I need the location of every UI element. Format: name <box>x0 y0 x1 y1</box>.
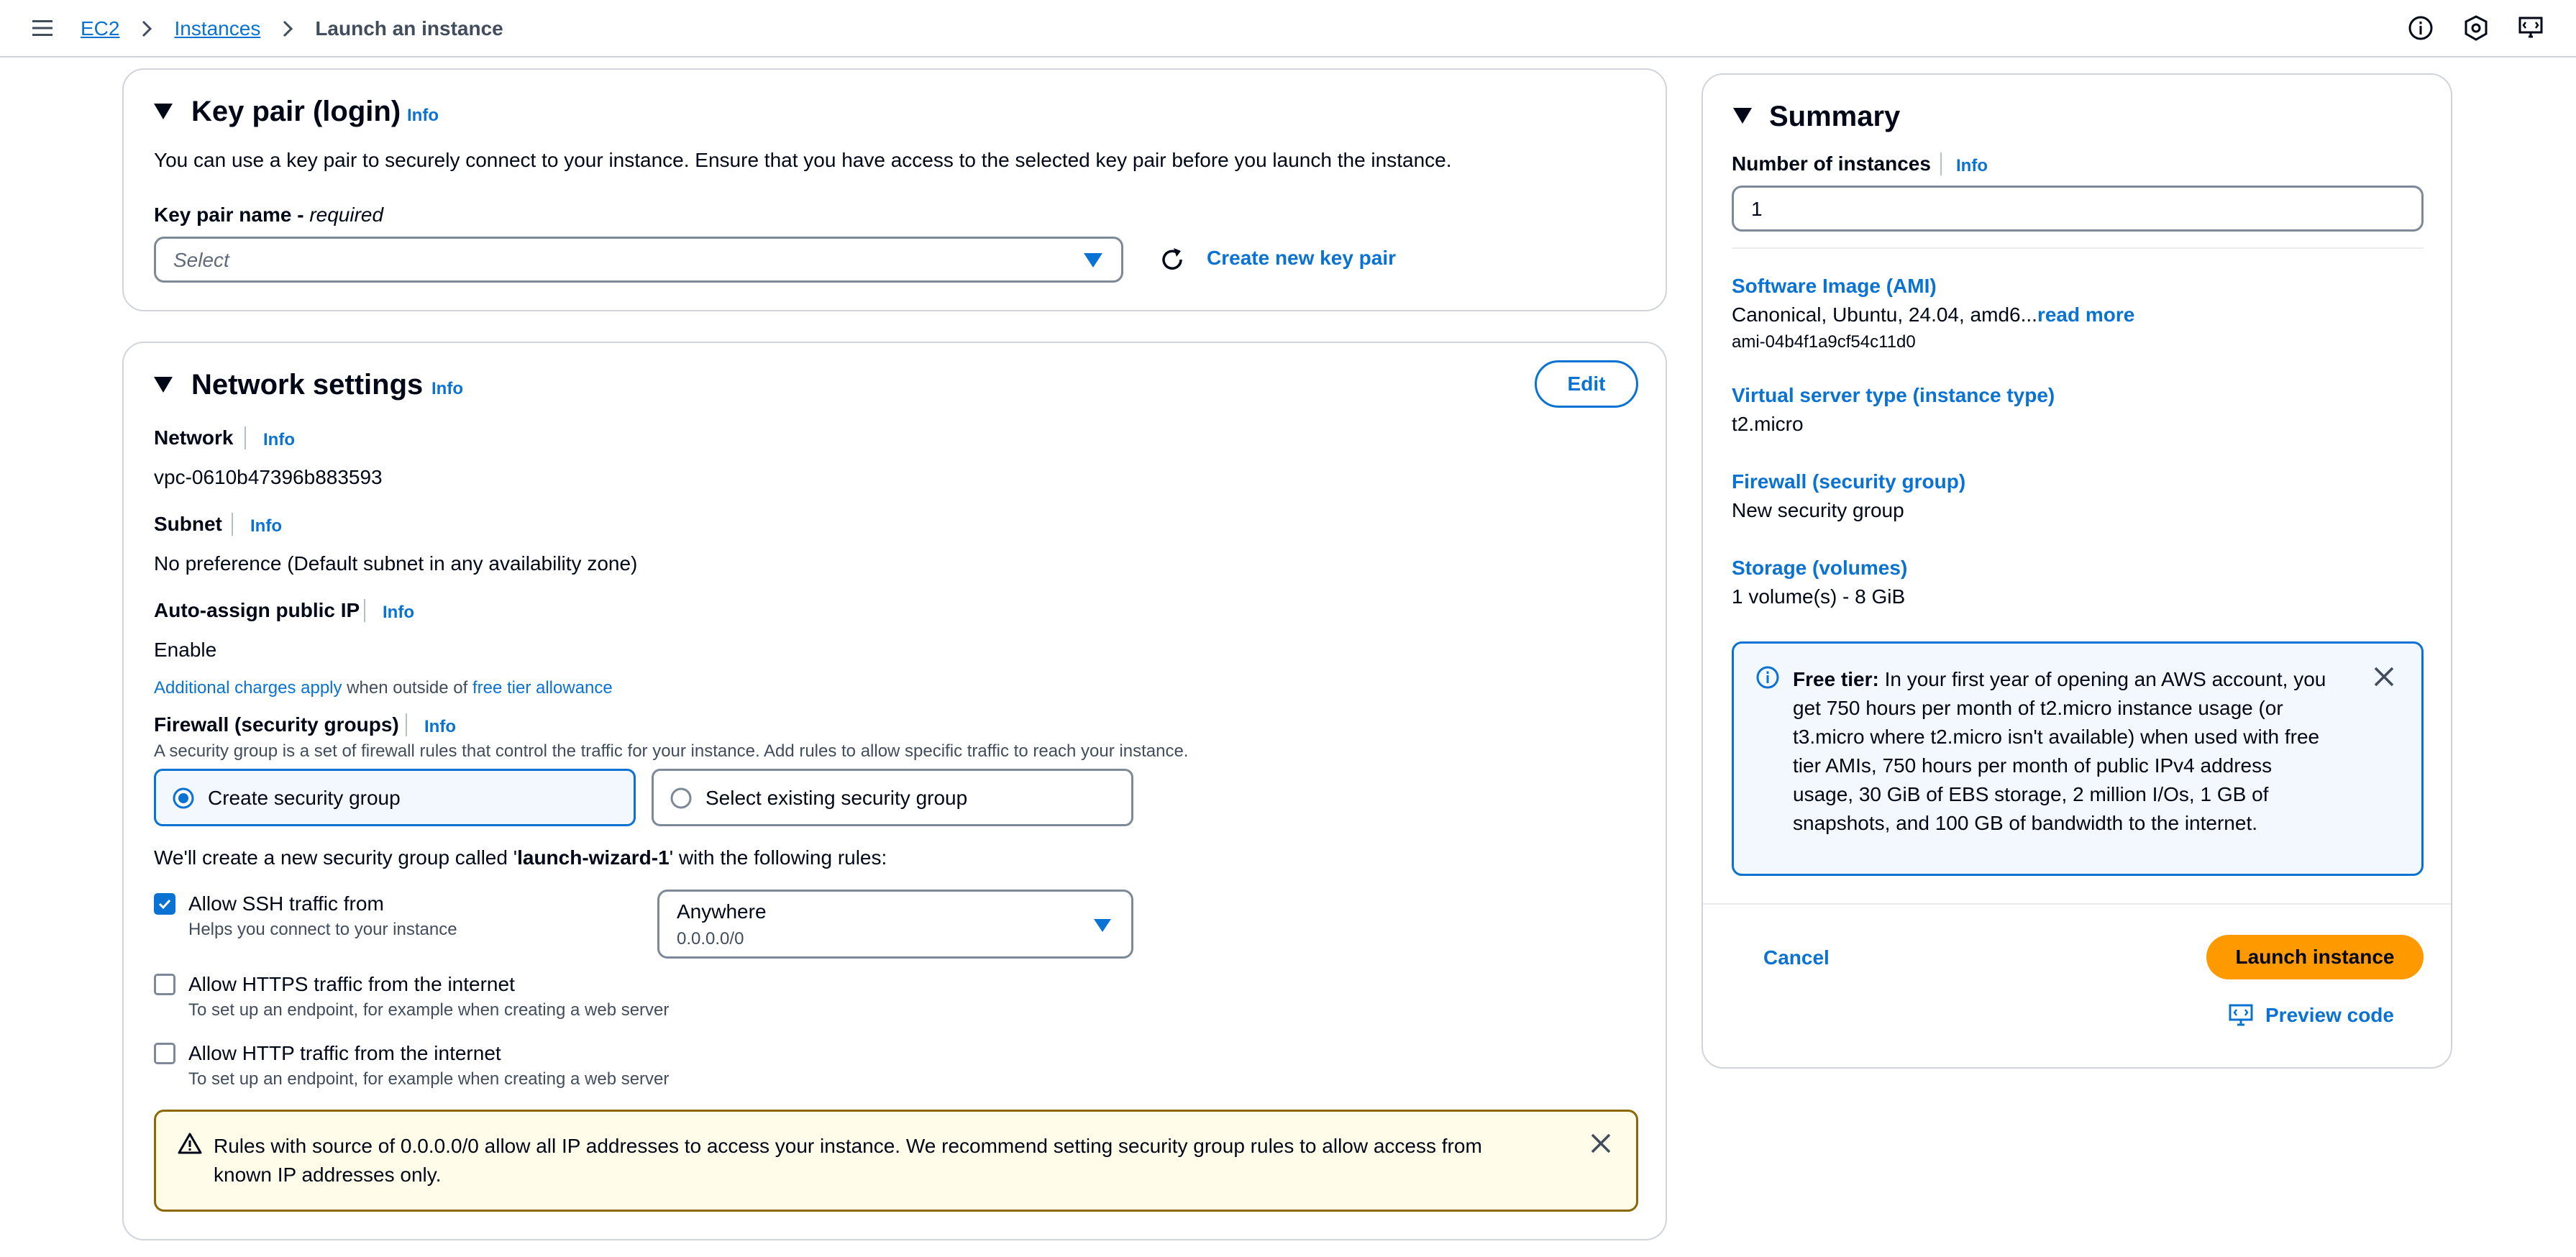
network-label: Network <box>154 426 234 449</box>
menu-icon[interactable] <box>30 16 55 40</box>
create-security-group-option[interactable] <box>154 769 636 826</box>
shield-settings-icon[interactable] <box>2462 14 2490 42</box>
public-ip-info-link[interactable]: Info <box>383 603 414 622</box>
top-navigation-bar <box>0 0 2576 58</box>
firewall-label: Firewall (security groups) <box>154 713 399 736</box>
key-pair-info-link[interactable]: Info <box>407 106 439 125</box>
key-pair-panel <box>122 68 1667 311</box>
free-tier-allowance-link[interactable]: free tier allowance <box>472 678 613 698</box>
create-key-pair-link[interactable]: Create new key pair <box>1207 247 1397 269</box>
breadcrumb-current: Launch an instance <box>315 17 503 40</box>
free-tier-text: Free tier: In your first year of opening an AWS account, you get 750 hours per month of t2.micro instance usage (or t3.micro where t2.micro isn't available) when used with free tier AMIs, 750 hours per month of public IPv4 address usage, 30 GiB of EBS storage, 2 million I/Os, 1 GB of snapshots, and 100 GB of bandwidth to the internet. <box>1793 668 2326 834</box>
separator <box>406 713 407 736</box>
firewall-value: New security group <box>1732 499 1904 521</box>
ssh-source-value: Anywhere <box>677 900 767 923</box>
summary-title: Summary <box>1769 101 1901 132</box>
caret-down-icon <box>1094 919 1111 932</box>
preview-code-link[interactable]: Preview code <box>2265 1004 2394 1026</box>
free-tier-info-alert <box>1732 641 2424 876</box>
breadcrumb <box>81 13 503 45</box>
http-checkbox[interactable] <box>154 1043 175 1064</box>
https-checkbox[interactable] <box>154 974 175 995</box>
caret-down-icon[interactable] <box>154 104 173 119</box>
radio-selected-icon <box>172 787 195 810</box>
storage-value: 1 volume(s) - 8 GiB <box>1732 585 1906 608</box>
number-of-instances-input[interactable] <box>1732 186 2424 232</box>
https-rule-description: To set up an endpoint, for example when creating a web server <box>188 1000 670 1020</box>
edit-button[interactable]: Edit <box>1535 360 1638 408</box>
ssh-checkbox[interactable] <box>154 893 175 915</box>
subnet-info-link[interactable]: Info <box>250 516 282 536</box>
network-value: vpc-0610b47396b883593 <box>154 466 383 488</box>
caret-down-icon <box>1084 253 1102 268</box>
network-settings-title: Network settings <box>191 369 424 401</box>
number-of-instances-label: Number of instances <box>1732 152 1931 175</box>
info-icon <box>1755 665 1780 690</box>
chevron-right-icon <box>278 19 298 39</box>
instance-type-link[interactable]: Virtual server type (instance type) <box>1732 384 2055 406</box>
select-existing-security-group-option[interactable] <box>652 769 1133 826</box>
radio-unselected-icon <box>670 787 693 810</box>
caret-down-icon[interactable] <box>1733 108 1752 124</box>
separator <box>1940 152 1942 175</box>
breadcrumb-instances[interactable]: Instances <box>174 17 261 40</box>
divider <box>1732 247 2424 249</box>
key-pair-title: Key pair (login) <box>191 96 401 127</box>
security-warning-text: Rules with source of 0.0.0.0/0 allow all IP addresses to access your instance. We recommend setting security group rules to allow access from known IP addresses only. <box>214 1135 1482 1186</box>
ssh-source-cidr: 0.0.0.0/0 <box>677 929 744 949</box>
summary-panel <box>1702 73 2452 1069</box>
subnet-label: Subnet <box>154 513 222 535</box>
network-settings-info-link[interactable]: Info <box>431 379 463 398</box>
key-pair-select[interactable] <box>154 237 1123 283</box>
feedback-icon[interactable] <box>2517 14 2544 42</box>
refresh-icon[interactable] <box>1158 245 1187 274</box>
additional-charges-link[interactable]: Additional charges apply <box>154 678 342 698</box>
ami-link[interactable]: Software Image (AMI) <box>1732 275 1937 297</box>
key-pair-description: You can use a key pair to securely connect to your instance. Ensure that you have access to the selected key pair before you launch the instance. <box>154 149 1452 171</box>
firewall-description: A security group is a set of firewall rules that control the traffic for your instance. Add rules to allow specific traffic to reach your instance. <box>154 741 1189 761</box>
check-icon <box>157 897 172 911</box>
ami-id: ami-04b4f1a9cf54c11d0 <box>1732 332 1916 352</box>
ssh-source-select[interactable] <box>657 890 1133 959</box>
cancel-button[interactable]: Cancel <box>1763 946 1830 969</box>
chevron-right-icon <box>137 19 157 39</box>
number-of-instances-value: 1 <box>1751 198 1763 220</box>
firewall-info-link[interactable]: Info <box>424 717 456 736</box>
https-rule-label: Allow HTTPS traffic from the internet <box>188 973 515 995</box>
http-rule-label: Allow HTTP traffic from the internet <box>188 1042 501 1064</box>
charges-note: Additional charges apply when outside of free tier allowance <box>154 678 613 698</box>
public-ip-label: Auto-assign public IP <box>154 599 360 621</box>
breadcrumb-ec2[interactable]: EC2 <box>81 17 120 40</box>
ssh-rule-label: Allow SSH traffic from <box>188 892 384 915</box>
caret-down-icon[interactable] <box>154 377 173 393</box>
read-more-link[interactable]: read more <box>2037 303 2135 326</box>
subnet-value: No preference (Default subnet in any availability zone) <box>154 552 638 575</box>
public-ip-value: Enable <box>154 639 217 661</box>
instance-type-value: t2.micro <box>1732 413 1804 435</box>
storage-link[interactable]: Storage (volumes) <box>1732 557 1908 579</box>
divider <box>1703 903 2451 905</box>
separator <box>364 599 365 622</box>
ami-value: Canonical, Ubuntu, 24.04, amd6...read more <box>1732 303 2135 326</box>
warning-icon <box>178 1132 202 1155</box>
http-rule-description: To set up an endpoint, for example when creating a web server <box>188 1069 670 1089</box>
network-settings-panel <box>122 342 1667 1240</box>
create-security-group-label: Create security group <box>208 787 401 809</box>
separator <box>232 513 233 536</box>
close-icon[interactable] <box>2372 665 2395 688</box>
launch-instance-button[interactable]: Launch instance <box>2206 935 2424 979</box>
key-pair-select-placeholder: Select <box>173 249 229 271</box>
key-pair-name-label: Key pair name - required <box>154 204 384 226</box>
info-icon[interactable] <box>2407 14 2434 42</box>
firewall-link[interactable]: Firewall (security group) <box>1732 470 1966 493</box>
separator <box>245 426 246 449</box>
ssh-rule-description: Helps you connect to your instance <box>188 920 457 939</box>
security-group-note: We'll create a new security group called 'launch-wizard-1' with the following rules: <box>154 846 887 869</box>
security-warning-alert <box>154 1110 1638 1212</box>
code-preview-icon[interactable] <box>2228 1002 2254 1028</box>
close-icon[interactable] <box>1589 1132 1612 1155</box>
select-existing-security-group-label: Select existing security group <box>705 787 968 809</box>
network-info-link[interactable]: Info <box>263 430 295 449</box>
instances-info-link[interactable]: Info <box>1956 156 1988 175</box>
